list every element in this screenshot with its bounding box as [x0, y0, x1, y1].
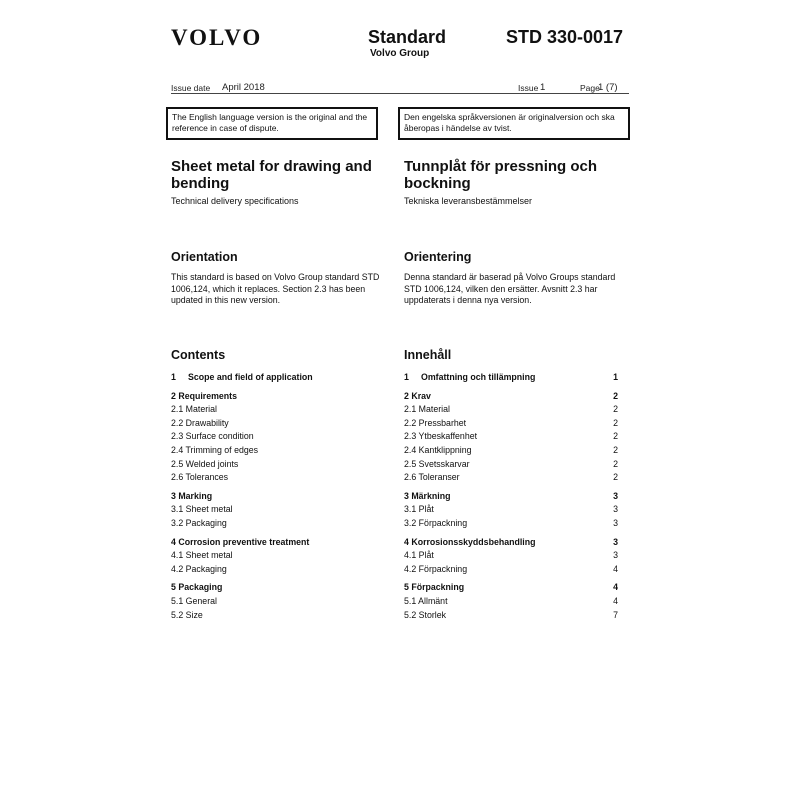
toc-entry — [404, 536, 618, 550]
toc-entry — [171, 390, 386, 404]
organization: Volvo Group — [370, 48, 430, 59]
toc-page: 3 — [613, 504, 618, 515]
toc-number: 1 — [404, 372, 409, 382]
page-number: 1 (7) — [598, 82, 618, 93]
orientation-text-english: This standard is based on Volvo Group standard STD 1006,124, which it replaces. Section 2.3 has been updated in this new version. — [171, 272, 380, 305]
toc-label: 2.1 Material — [171, 404, 217, 415]
contents-heading-swedish: Innehåll — [404, 348, 452, 362]
toc-label: 4.2 Förpackning — [404, 563, 468, 574]
toc-page: 4 — [613, 563, 618, 574]
toc-entry — [171, 471, 386, 485]
toc-label: 5.2 Size — [171, 609, 203, 620]
toc-label: 2.5 Welded joints — [171, 458, 239, 469]
toc-page: 2 — [613, 444, 618, 455]
toc-entry — [404, 458, 618, 472]
toc-page: 3 — [613, 550, 618, 561]
issue-date: April 2018 — [222, 82, 265, 93]
toc-entry — [404, 549, 618, 563]
toc-label: 3.2 Packaging — [171, 517, 227, 528]
contents-heading-english: Contents — [171, 348, 226, 362]
toc-label: 2.4 Trimming of edges — [171, 444, 259, 455]
subtitle-swedish: Tekniska leveransbestämmelser — [404, 196, 533, 206]
toc-label: 5.1 Allmänt — [404, 595, 448, 606]
subtitle-english: Technical delivery specifications — [171, 196, 299, 206]
toc-page: 2 — [613, 417, 618, 428]
toc-label: 4 Corrosion preventive treatment — [171, 536, 310, 547]
toc-entry — [404, 563, 618, 577]
toc-label: 5.2 Storlek — [404, 609, 447, 620]
toc-entry — [171, 563, 386, 577]
toc-label: 2.3 Surface condition — [171, 431, 254, 442]
orientation-text-swedish: Denna standard är baserad på Volvo Groups standard STD 1006,124, vilken den ersätter. Avsnitt 2.3 har uppdaterats i denna nya version. — [404, 272, 616, 305]
toc-label: 2.1 Material — [404, 404, 450, 415]
title-english: Sheet metal for drawing and bending — [171, 158, 372, 192]
toc-entry — [404, 403, 618, 417]
toc-entry — [171, 444, 386, 458]
toc-page: 1 — [613, 372, 618, 382]
toc-page: 7 — [613, 609, 618, 620]
toc-label: 4.2 Packaging — [171, 563, 227, 574]
toc-entry — [171, 517, 386, 531]
toc-label: 2.6 Tolerances — [171, 472, 229, 483]
toc-entry — [171, 609, 386, 623]
toc-page: 3 — [613, 517, 618, 528]
toc-label: 3.1 Plåt — [404, 504, 434, 515]
notice-english: The English language version is the original and the reference in case of dispute. — [166, 107, 378, 140]
toc-entry — [171, 458, 386, 472]
issue-number: 1 — [540, 82, 546, 93]
toc-label: 2.6 Toleranser — [404, 472, 460, 483]
toc-entry — [171, 536, 386, 550]
toc-label: 4 Korrosionsskyddsbehandling — [404, 536, 536, 547]
toc-entry — [404, 490, 618, 504]
issue-label: Issue — [518, 83, 539, 93]
toc-label: Scope and field of application — [188, 372, 313, 382]
page-label: Page — [580, 83, 600, 93]
toc-entry — [404, 430, 618, 444]
toc-page: 2 — [613, 472, 618, 483]
toc-label: 5 Förpackning — [404, 582, 465, 593]
toc-label: 3 Marking — [171, 490, 213, 501]
header-rule — [171, 93, 629, 94]
toc-entry — [404, 417, 618, 431]
toc-entry — [171, 430, 386, 444]
toc-label: 4.1 Plåt — [404, 550, 434, 561]
toc-entry — [404, 517, 618, 531]
title-swedish: Tunnplåt för pressning och bockning — [404, 158, 598, 192]
toc-page: 2 — [613, 390, 618, 401]
toc-label: 3 Märkning — [404, 490, 451, 501]
toc-label: 2.3 Ytbeskaffenhet — [404, 431, 478, 442]
orientation-heading-swedish: Orientering — [404, 250, 472, 264]
toc-english — [171, 371, 386, 622]
toc-entry — [404, 581, 618, 595]
toc-label: 3.2 Förpackning — [404, 517, 468, 528]
toc-entry — [404, 471, 618, 485]
toc-entry — [171, 595, 386, 609]
toc-entry — [171, 503, 386, 517]
toc-entry — [171, 581, 386, 595]
toc-entry — [171, 403, 386, 417]
orientation-heading-english: Orientation — [171, 250, 238, 264]
toc-label: 2.4 Kantklippning — [404, 444, 472, 455]
toc-entry — [171, 549, 386, 563]
toc-page: 4 — [613, 595, 618, 606]
toc-page: 3 — [613, 490, 618, 501]
toc-label: 5.1 General — [171, 595, 217, 606]
volvo-logo: VOLVO — [171, 25, 263, 50]
toc-label: 2.2 Drawability — [171, 417, 229, 428]
toc-number: 1 — [171, 372, 176, 382]
toc-swedish — [404, 371, 618, 622]
toc-page: 3 — [613, 536, 618, 547]
toc-entry — [404, 444, 618, 458]
toc-label: 2 Krav — [404, 390, 431, 401]
issue-date-label: Issue date — [171, 83, 211, 93]
toc-label: Omfattning och tillämpning — [421, 372, 536, 382]
toc-entry — [404, 595, 618, 609]
toc-entry — [171, 417, 386, 431]
toc-entry — [404, 609, 618, 623]
toc-label: 2.2 Pressbarhet — [404, 417, 467, 428]
toc-entry — [404, 371, 618, 385]
toc-page: 2 — [613, 431, 618, 442]
toc-label: 2.5 Svetsskarvar — [404, 458, 470, 469]
toc-entry — [171, 371, 386, 385]
toc-entry — [404, 503, 618, 517]
toc-page: 4 — [613, 582, 618, 593]
notice-swedish: Den engelska språkversionen är originalversion och ska åberopas i händelse av tvist. — [398, 107, 630, 140]
toc-entry — [171, 490, 386, 504]
toc-label: 3.1 Sheet metal — [171, 504, 233, 515]
toc-label: 2 Requirements — [171, 390, 237, 401]
toc-page: 2 — [613, 404, 618, 415]
toc-label: 4.1 Sheet metal — [171, 550, 233, 561]
document-type: Standard — [368, 27, 447, 47]
toc-label: 5 Packaging — [171, 582, 223, 593]
toc-page: 2 — [613, 458, 618, 469]
document-number: STD 330-0017 — [506, 27, 624, 47]
toc-entry — [404, 390, 618, 404]
